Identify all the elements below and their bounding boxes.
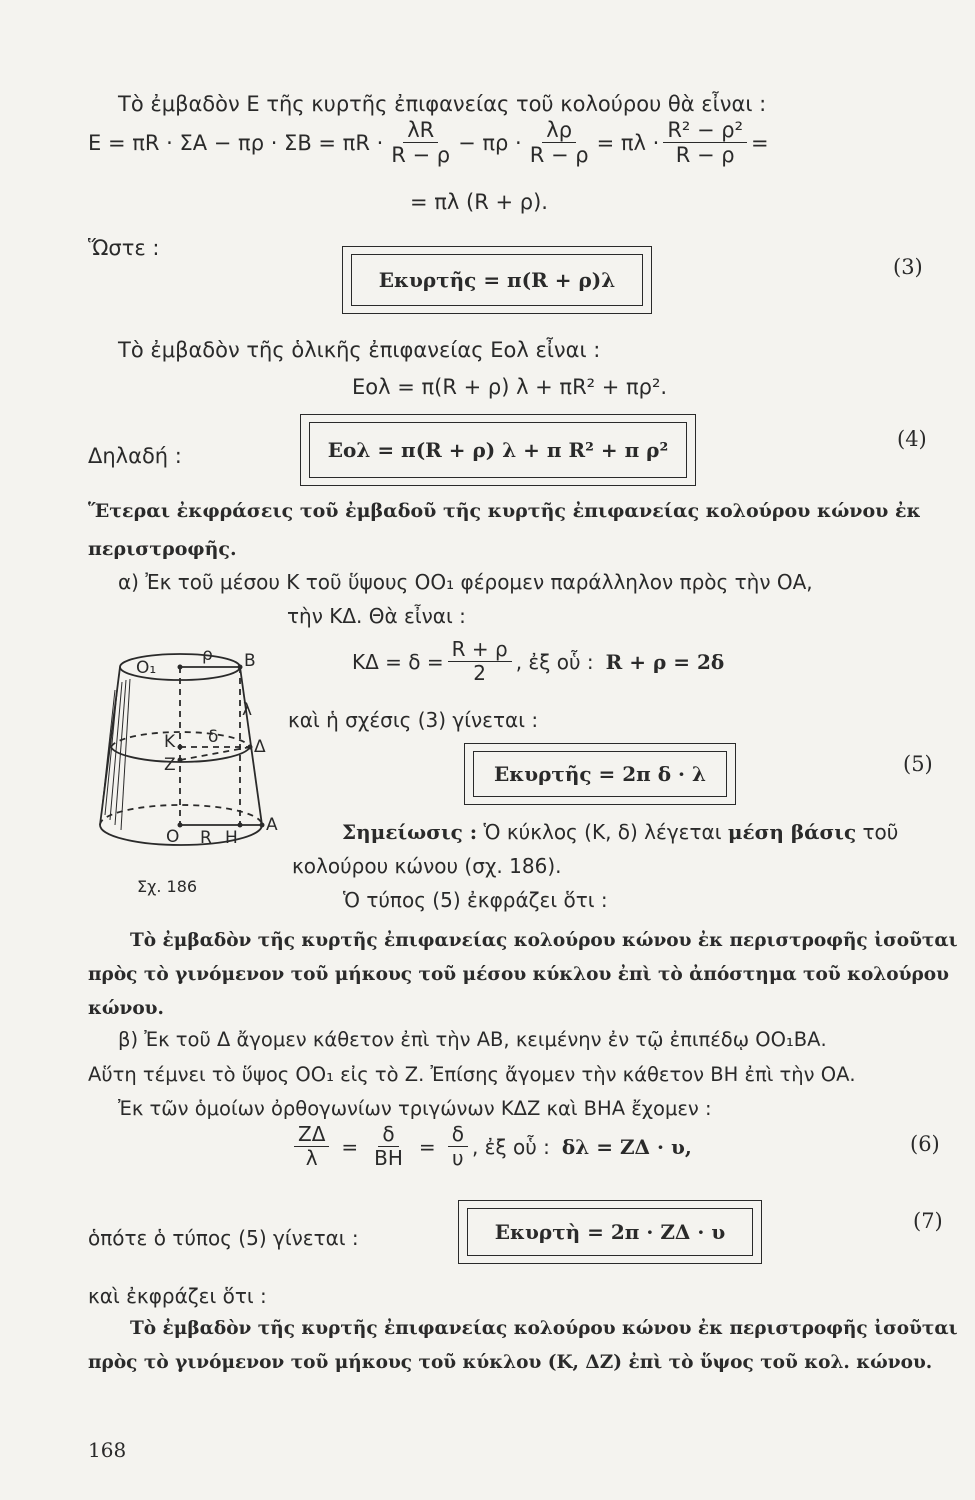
theorem1-line3: κώνου. <box>88 998 164 1019</box>
note-line1 <box>342 820 898 844</box>
eq1-frac3-den: R − ρ <box>675 143 735 168</box>
formula-4: Eολ = π(R + ρ) λ + π R² + π ρ² <box>309 422 687 478</box>
equation-number-6: (6) <box>910 1132 940 1156</box>
eqKD-result: R + ρ = 2δ <box>605 649 725 674</box>
equation-6: $\frac{Z\Delta}{\lambda}$ = $\frac{\delta}{BH}$ = $\frac{\delta}{\upsilon}$ , ἐξ οὗ : δλ = ΖΔ · υ, <box>290 1123 692 1170</box>
section-heading-line2: περιστροφῆς. <box>88 538 237 560</box>
kai-ekfrazei-label: καὶ ἐκφράζει ὅτι : <box>88 1284 267 1308</box>
figure-caption: Σχ. 186 <box>137 877 198 896</box>
part-a-line1: α) Ἐκ τοῦ μέσου Κ τοῦ ὕψους ΟΟ₁ φέρομεν παράλληλον πρὸς τὴν ΟΑ, <box>118 570 813 594</box>
eq6-rhs: , ἐξ οὗ : <box>471 1134 550 1159</box>
formula-7: Eκυρτὴ = 2π · ΖΔ · υ <box>467 1208 753 1256</box>
label-lambda: λ <box>242 700 253 720</box>
formula-box-3 <box>342 246 652 314</box>
note-end: τοῦ <box>862 820 899 844</box>
label-O: O <box>166 827 180 847</box>
equation-KDelta <box>352 638 724 685</box>
eq6-frac1-den: λ <box>305 1146 318 1170</box>
theorem1-line1: Τὸ ἐμβαδὸν τῆς κυρτῆς ἐπιφανείας κολούρου κώνου ἐκ περιστροφῆς ἰσοῦται <box>130 930 958 951</box>
dilladi-label: Δηλαδή : <box>88 444 182 468</box>
equation-total-area: Εολ = π(R + ρ) λ + πR² + πρ². <box>352 375 668 399</box>
intro-sentence: Τὸ ἐμβαδὸν Ε τῆς κυρτῆς ἐπιφανείας τοῦ κολούρου θὰ εἶναι : <box>118 92 767 116</box>
eq6-frac2-num: δ <box>378 1123 398 1147</box>
note-label: Σημείωσις : <box>342 820 478 844</box>
eq1-frac2-num: λρ <box>542 118 576 143</box>
formula-5: Eκυρτῆς = 2π δ · λ <box>473 751 727 797</box>
formula-box-7 <box>458 1200 762 1264</box>
eq1-frac1-num: λR <box>403 118 438 143</box>
eq1-end: = <box>751 130 769 155</box>
eqKD-num: R + ρ <box>448 638 512 662</box>
relation-3-becomes: καὶ ἡ σχέσις (3) γίνεται : <box>288 708 539 732</box>
formula-3: Eκυρτῆς = π(R + ρ)λ <box>351 254 643 306</box>
eq1-frac3-num: R² − ρ² <box>663 118 747 143</box>
part-b-line2: Αὕτη τέμνει τὸ ὕψος ΟΟ₁ εἰς τὸ Ζ. Ἐπίσης ἄγομεν τὴν κάθετον ΒΗ ἐπὶ τὴν ΟΑ. <box>88 1063 856 1086</box>
label-H: H <box>225 828 238 848</box>
page-number: 168 <box>88 1438 127 1462</box>
bottom-base-back <box>100 805 262 825</box>
label-Z: Z <box>164 755 176 775</box>
eq6-frac3-den: υ <box>452 1146 464 1170</box>
part-b-line3: Ἐκ τῶν ὁμοίων ὀρθογωνίων τριγώνων ΚΔΖ καὶ ΒΗΑ ἔχομεν : <box>118 1097 712 1120</box>
equation-number-7: (7) <box>913 1209 943 1233</box>
total-area-sentence: Τὸ ἐμβαδὸν τῆς ὁλικῆς ἐπιφανείας Εολ εἶναι : <box>118 338 601 362</box>
theorem2-line1: Τὸ ἐμβαδὸν τῆς κυρτῆς ἐπιφανείας κολούρου κώνου ἐκ περιστροφῆς ἰσοῦται <box>130 1318 958 1339</box>
part-a-line2: τὴν ΚΔ. Θὰ εἶναι : <box>287 604 466 628</box>
theorem1-line2: πρὸς τὸ γινόμενον τοῦ μήκους τοῦ μέσου κύκλου ἐπὶ τὸ ἀπόστημα τοῦ κολούρου <box>88 964 949 985</box>
eq1-frac1-den: R − ρ <box>391 143 451 168</box>
eq1-mid: − πρ · <box>458 130 522 155</box>
label-A: A <box>266 815 278 835</box>
label-B: B <box>244 651 256 671</box>
eq6-frac2-den: ΒΗ <box>374 1146 403 1170</box>
label-O1: O₁ <box>136 658 157 678</box>
eqKD-lhs: ΚΔ = δ = <box>352 649 444 674</box>
equation-area-derivation <box>88 118 769 167</box>
label-R: R <box>200 828 212 848</box>
note-text: Ὁ κύκλος (Κ, δ) λέγεται <box>483 820 722 844</box>
eqKD-rhs: , ἐξ οὗ : <box>515 649 594 674</box>
formula-5-expresses: Ὁ τύπος (5) ἐκφράζει ὅτι : <box>343 888 608 912</box>
eq1-line2: = πλ (R + ρ). <box>410 190 548 214</box>
opote-label: ὁπότε ὁ τύπος (5) γίνεται : <box>88 1226 359 1250</box>
oste-label: Ὥστε : <box>88 236 160 260</box>
eq1-frac2-den: R − ρ <box>529 143 589 168</box>
part-b-line1: β) Ἐκ τοῦ Δ ἄγομεν κάθετον ἐπὶ τὴν ΑΒ, κειμένην ἐν τῷ ἐπιπέδῳ ΟΟ₁ΒΑ. <box>118 1028 827 1051</box>
equation-number-4: (4) <box>897 427 927 451</box>
equation-number-5: (5) <box>903 752 933 776</box>
eq6-frac3-num: δ <box>448 1123 468 1147</box>
label-delta: δ <box>208 727 219 747</box>
note-term: μέση βάσις <box>727 820 857 844</box>
section-heading-line1: Ἕτεραι ἐκφράσεις τοῦ ἐμβαδοῦ τῆς κυρτῆς ἐπιφανείας κολούρου κώνου ἐκ <box>88 500 921 522</box>
eqKD-den: 2 <box>473 661 487 685</box>
formula-box-5 <box>464 743 736 805</box>
theorem2-line2: πρὸς τὸ γινόμενον τοῦ μήκους τοῦ κύκλου (Κ, ΔΖ) ἐπὶ τὸ ὕψος τοῦ κολ. κώνου. <box>88 1352 933 1373</box>
figure-186-frustum <box>80 630 295 900</box>
note-line2: κολούρου κώνου (σχ. 186). <box>292 854 562 878</box>
formula-box-4 <box>300 414 696 486</box>
label-rho: ρ <box>202 645 213 665</box>
label-K: K <box>164 732 176 752</box>
eq1-mid2: = πλ · <box>596 130 660 155</box>
eq6-frac1-num: ΖΔ <box>294 1123 329 1147</box>
label-Delta: Δ <box>254 737 266 757</box>
eq6-result: δλ = ΖΔ · υ, <box>561 1134 692 1159</box>
equation-number-3: (3) <box>893 255 923 279</box>
eq1-lhs: Ε = πR · ΣΑ − πρ · ΣΒ = πR · <box>88 130 384 155</box>
